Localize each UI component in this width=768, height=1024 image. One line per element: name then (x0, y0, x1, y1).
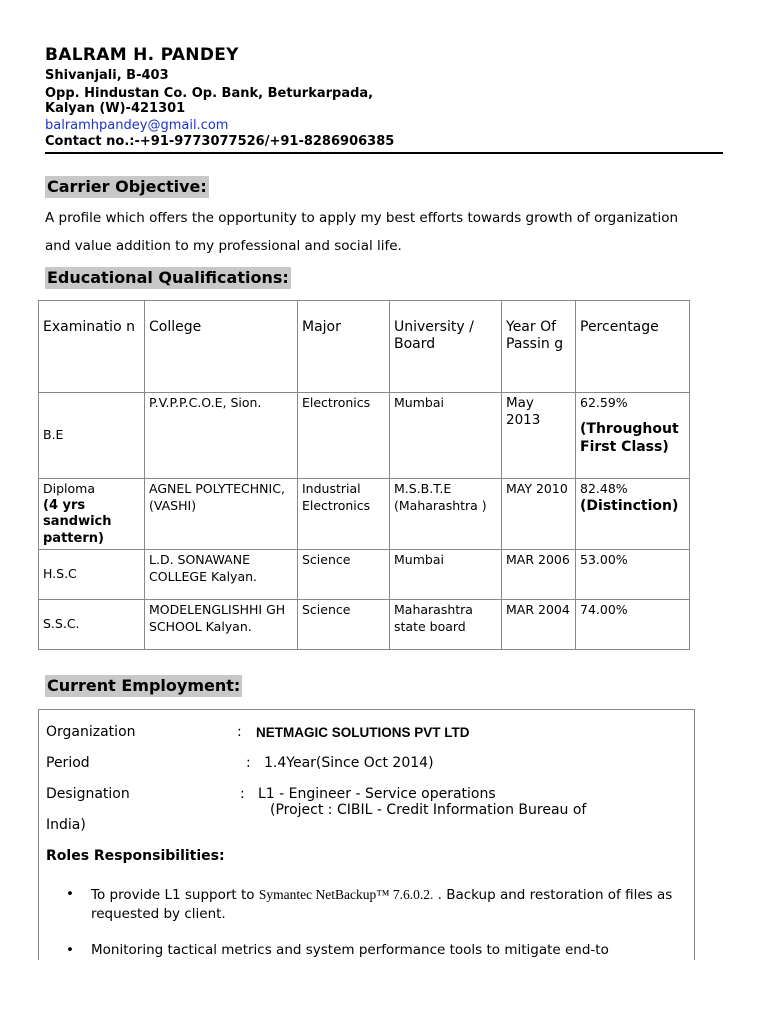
candidate-name: BALRAM H. PANDEY (45, 45, 239, 65)
objective-text: A profile which offers the opportunity to apply my best efforts towards growth of organization and value addition to my professional and social life. (45, 210, 679, 254)
organization-label: Organization (46, 724, 136, 740)
cell-percentage (576, 393, 690, 479)
responsibility-text-c: . Backup and restoration of files as requested by client. (91, 887, 673, 922)
organization-separator: : (237, 724, 242, 740)
designation-value: L1 - Engineer - Service operations (258, 786, 496, 802)
period-separator: : (246, 755, 251, 771)
bullet-icon: • (66, 942, 74, 958)
col-header-college: College (145, 301, 298, 393)
cell-major: Science (298, 550, 390, 600)
cell-major: Electronics (298, 393, 390, 479)
col-header-exam: Examinatio n (39, 301, 145, 393)
percentage-value: 62.59% (580, 395, 628, 410)
cell-year: MAY 2010 (502, 479, 576, 550)
cell-board: Mumbai (390, 393, 502, 479)
exam-value: Diploma (43, 481, 95, 496)
cell-college: P.V.P.P.C.O.E, Sion. (145, 393, 298, 479)
address-line-3: Kalyan (W)-421301 (45, 101, 186, 116)
cell-percentage: 74.00% (576, 600, 690, 650)
cell-exam: H.S.C (39, 550, 145, 600)
address-line-2: Opp. Hindustan Co. Op. Bank, Beturkarpada, (45, 86, 374, 101)
percentage-note: (Throughout First Class) (580, 420, 679, 455)
col-header-percentage: Percentage (576, 301, 690, 393)
period-label: Period (46, 755, 90, 771)
designation-label: Designation (46, 786, 130, 802)
responsibility-text (91, 885, 691, 924)
responsibility-text: Monitoring tactical metrics and system performance tools to mitigate end-to (91, 942, 609, 958)
header-divider (45, 152, 723, 154)
employment-box (38, 709, 695, 960)
cell-percentage (576, 479, 690, 550)
percentage-note: (Distinction) (580, 497, 679, 514)
cell-exam: B.E (39, 393, 145, 479)
cell-exam (39, 479, 145, 550)
contact-number: Contact no.:-+91-9773077526/+91-8286906385 (45, 134, 395, 149)
cell-exam: S.S.C. (39, 600, 145, 650)
cell-major: Science (298, 600, 390, 650)
cell-major: Industrial Electronics (298, 479, 390, 550)
cell-college: L.D. SONAWANE COLLEGE Kalyan. (145, 550, 298, 600)
organization-value: NETMAGIC SOLUTIONS PVT LTD (256, 725, 470, 740)
cell-board: Mumbai (390, 550, 502, 600)
cell-year: MAR 2006 (502, 550, 576, 600)
table-row (39, 600, 690, 650)
cell-percentage: 53.00% (576, 550, 690, 600)
cell-year: MAR 2004 (502, 600, 576, 650)
project-continuation: India) (46, 817, 86, 833)
education-table (38, 300, 690, 650)
education-heading: Educational Qualifications: (47, 268, 289, 287)
col-header-year: Year Of Passin g (502, 301, 576, 393)
project-value: (Project : CIBIL - Credit Information Bureau of (270, 802, 587, 818)
period-value: 1.4Year(Since Oct 2014) (264, 755, 434, 771)
cell-college: MODELENGLISHHI GH SCHOOL Kalyan. (145, 600, 298, 650)
employment-heading: Current Employment: (47, 676, 241, 695)
email-link[interactable]: balramhpandey@gmail.com (45, 118, 229, 133)
exam-note: (4 yrs sandwich pattern) (43, 497, 112, 546)
table-row (39, 550, 690, 600)
table-row (39, 393, 690, 479)
bullet-icon: • (66, 886, 74, 902)
table-header-row (39, 301, 690, 393)
table-row (39, 479, 690, 550)
col-header-board: University / Board (390, 301, 502, 393)
cell-board: Maharashtra state board (390, 600, 502, 650)
col-header-major: Major (298, 301, 390, 393)
roles-label: Roles Responsibilities: (46, 848, 225, 864)
designation-separator: : (240, 786, 245, 802)
cell-college: AGNEL POLYTECHNIC, (VASHI) (145, 479, 298, 550)
cell-year: May 2013 (502, 393, 576, 479)
cell-board: M.S.B.T.E (Maharashtra ) (390, 479, 502, 550)
product-name: Symantec NetBackup™ 7.6.0.2. (258, 887, 434, 902)
percentage-value: 82.48% (580, 481, 628, 496)
responsibility-text-a: To provide L1 support to (91, 887, 259, 903)
objective-heading: Carrier Objective: (47, 177, 207, 196)
address-line-1: Shivanjali, B-403 (45, 68, 169, 83)
